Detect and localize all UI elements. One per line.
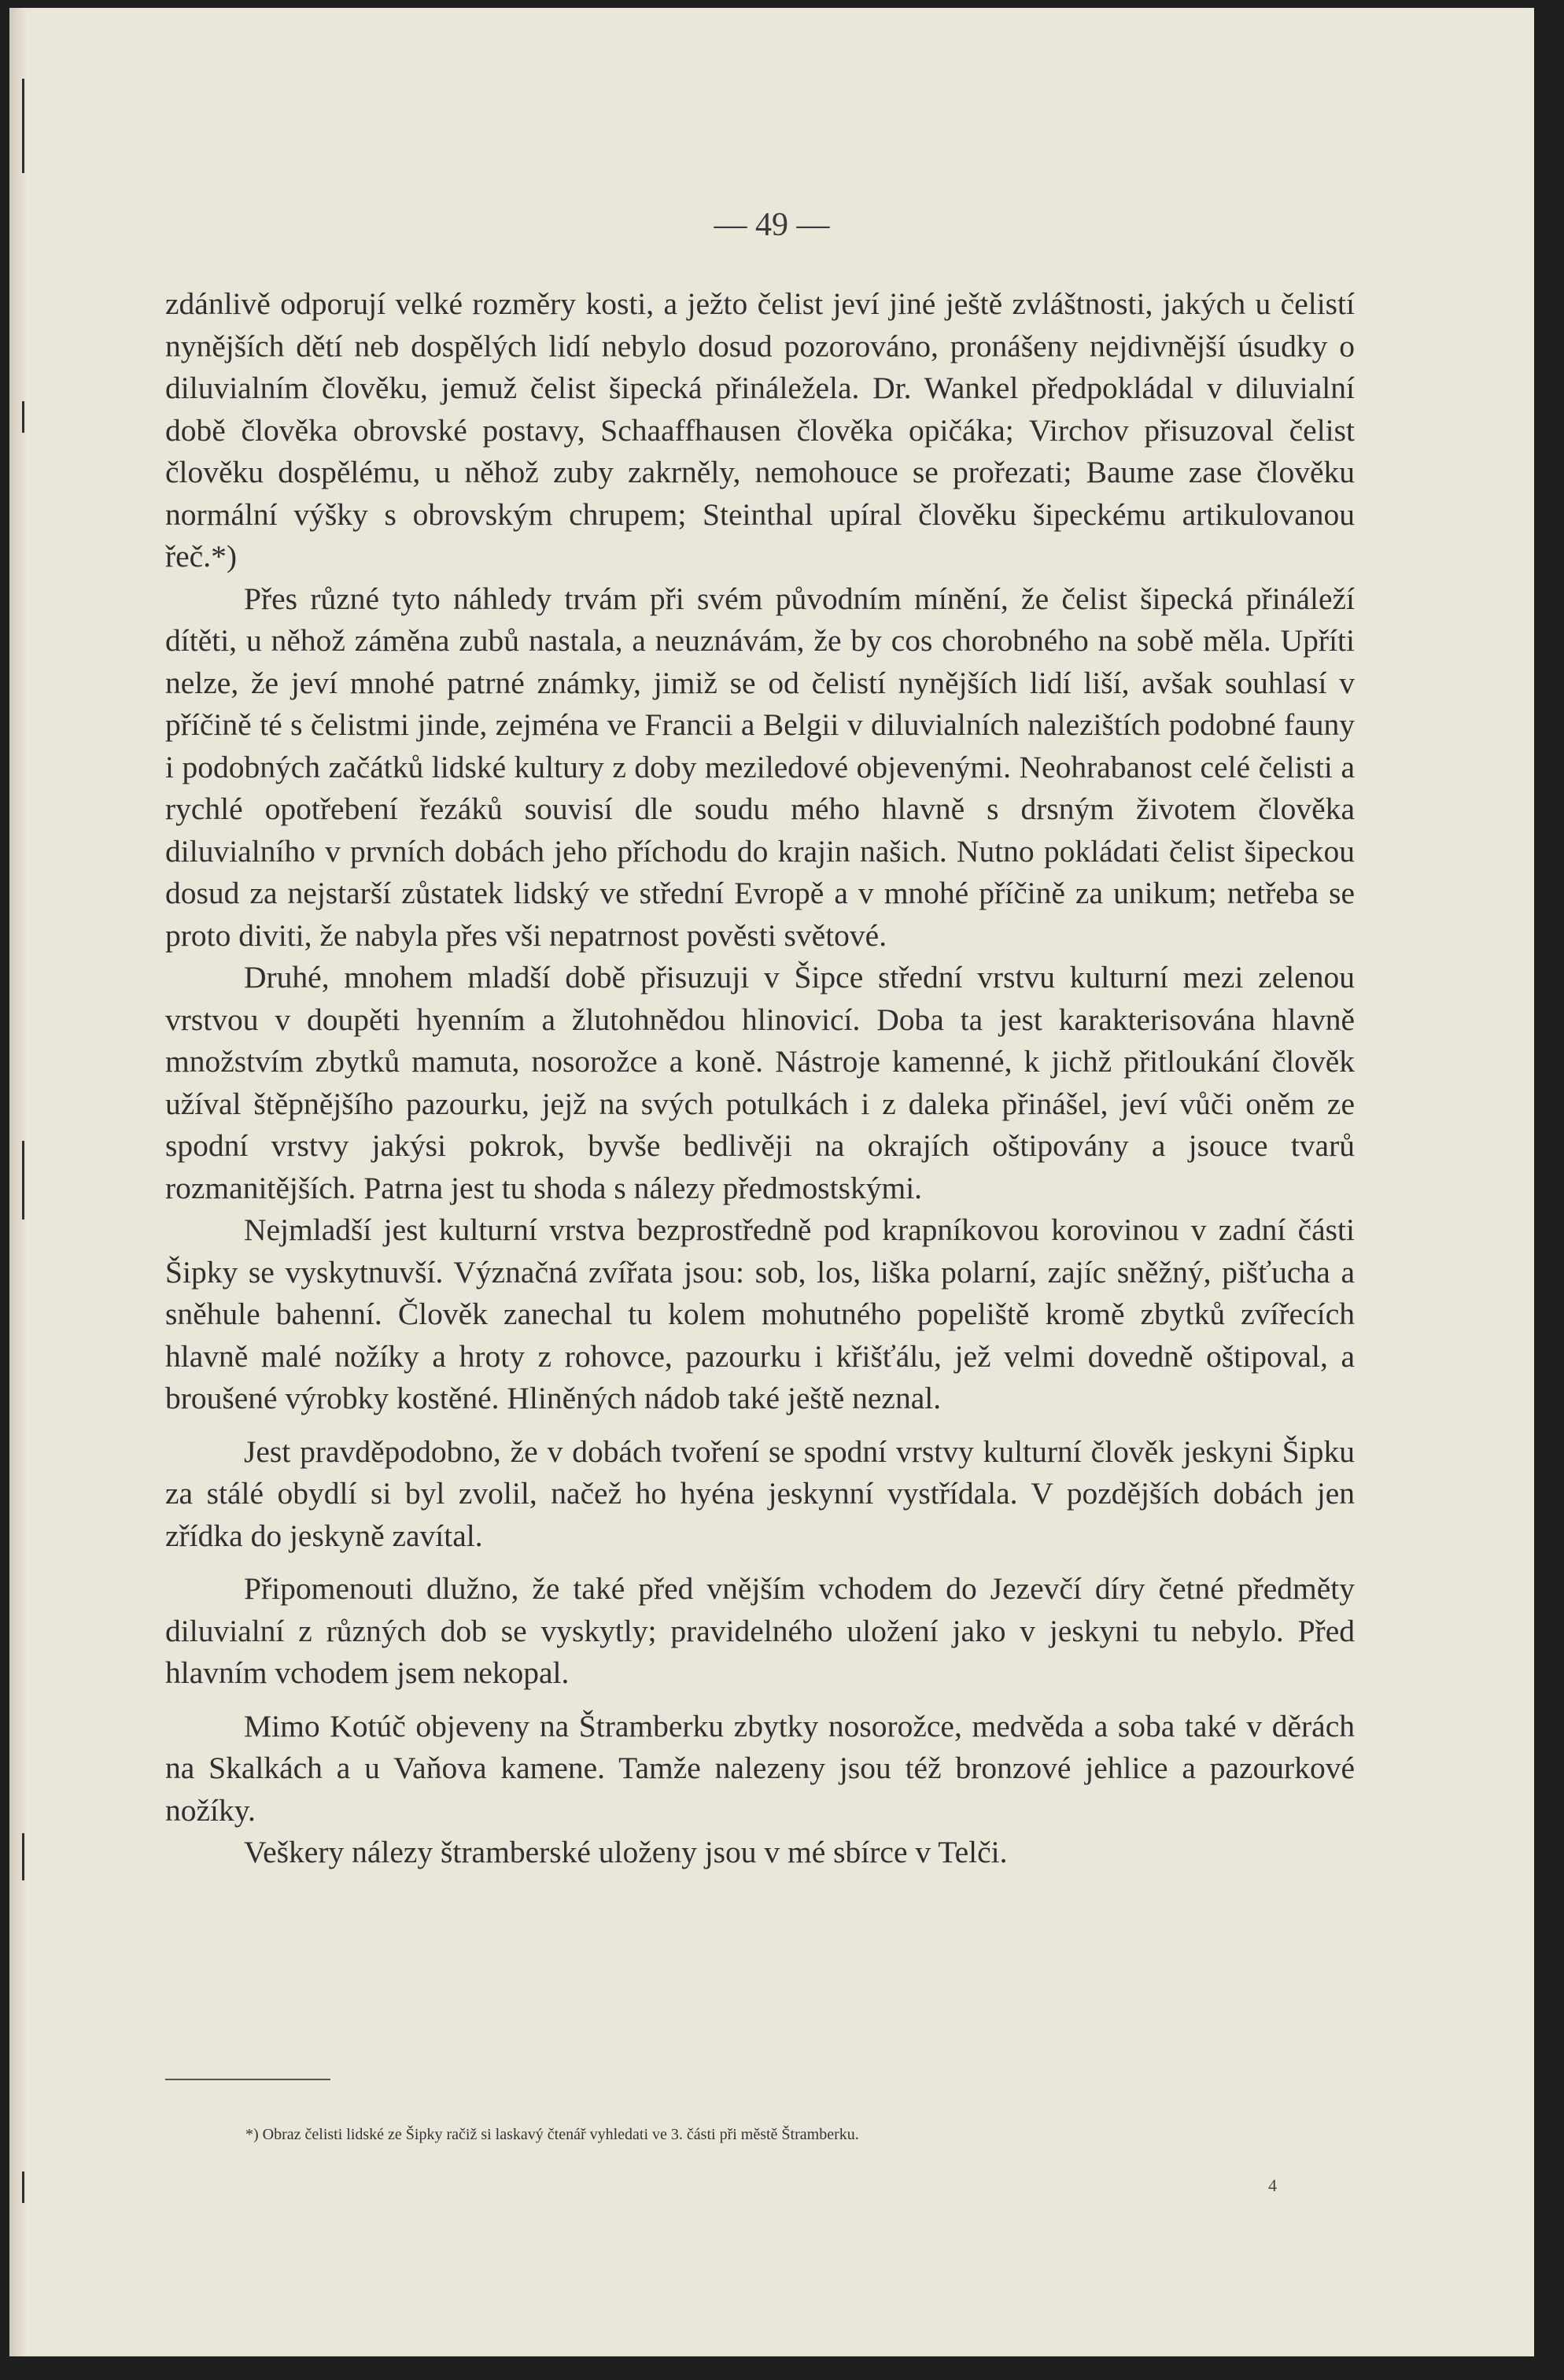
body-text [165, 283, 1355, 1874]
paragraph: Nejmladší jest kulturní vrstva bezprostředně pod krapníkovou korovinou v zadní části Šipky se vyskytnuvší. Význačná zvířata jsou: sob, los, liška polarní, zajíc sněžný, pišťucha a sněhule bahenní. Člověk zanechal tu kolem mohutného popeliště kromě zbytků zvířecích hlavně malé nožíky a hroty z rohovce, pazourku i křišťálu, jež velmi dovedně oštipoval, a broušené výrobky kostěné. Hliněných nádob také ještě neznal. [165, 1212, 1355, 1415]
footnote-rule [165, 2079, 330, 2080]
paragraph: Mimo Kotúč objeveny na Štramberku zbytky nosorožce, medvěda a soba také v děrách na Skalkách a u Vaňova kamene. Tamže nalezeny jsou též bronzové jehlice a pazourkové nožíky. [165, 1708, 1355, 1828]
page-number: — 49 — [714, 207, 830, 243]
margin-mark [22, 1141, 24, 1220]
margin-mark [22, 1833, 24, 1880]
paragraph: Druhé, mnohem mladší době přisuzuji v Šipce střední vrstvu kulturní mezi zelenou vrstvou v doupěti hyenním a žlutohnědou hlinovicí. Doba ta jest karakterisována hlavně množstvím zbytků mamuta, nosorožce a koně. Nástroje kamenné, k jichž přitloukání člověk užíval štěpnějšího pazourku, jejž na svých potulkách i z daleka přinášel, jeví vůči oněm ze spodní vrstvy jakýsi pokrok, byvše bedlivěji na okrajích oštipovány a jsouce tvarů rozmanitějších. Patrna jest tu shoda s nálezy předmostskými. [165, 960, 1355, 1205]
book-page [9, 8, 1534, 2356]
paragraph: Jest pravděpodobno, že v dobách tvoření se spodní vrstvy kulturní člověk jeskyni Šipku za stálé obydlí si byl zvolil, načež ho hyéna jeskynní vystřídala. V pozdějších dobách jen zřídka do jeskyně zavítal. [165, 1434, 1355, 1553]
margin-mark [22, 401, 24, 433]
margin-mark [22, 2172, 24, 2203]
printer-signature: 4 [1268, 2175, 1277, 2195]
paragraph: Přes různé tyto náhledy trvám při svém původním mínění, že čelist šipecká přináleží dítěti, u něhož záměna zubů nastala, a neuznávám, že by cos chorobného na sobě měla. Upříti nelze, že jeví mnohé patrné známky, jimiž se od čelistí nynějších lidí liší, avšak souhlasí v příčině té s čelistmi jinde, zejména ve Francii a Belgii v diluvialních nalezištích podobné fauny i podobných začátků lidské kultury z doby meziledové objevenými. Neohrabanost celé čelisti a rychlé opotřebení řezáků souvisí dle soudu mého hlavně s drsným životem člověka diluvialního v prvních dobách jeho příchodu do krajin našich. Nutno pokládati čelist šipeckou dosud za nejstarší zůstatek lidský ve střední Evropě a v mnohé příčině za unikum; netřeba se proto diviti, že nabyla přes vši nepatrnost pověsti světové. [165, 581, 1355, 953]
paragraph: Připomenouti dlužno, že také před vnějším vchodem do Jezevčí díry četné předměty diluvialní z různých dob se vyskytly; pravidelného uložení jako v jeskyni tu nebylo. Před hlavním vchodem jsem nekopal. [165, 1571, 1355, 1690]
footnote: *) Obraz čelisti lidské ze Šipky račiž si laskavý čtenář vyhledati ve 3. části při městě Štramberku. [245, 2126, 859, 2143]
paragraph: zdánlivě odporují velké rozměry kosti, a ježto čelist jeví jiné ještě zvláštnosti, jakých u čelistí nynějších dětí neb dospělých lidí nebylo dosud pozorováno, pronášeny nejdivnější úsudky o diluvialním člověku, jemuž čelist šipecká přináležela. Dr. Wankel předpokládal v diluvialní době člověka obrovské postavy, Schaaffhausen člověka opičáka; Virchov přisuzoval čelist člověku dospělému, u něhož zuby zakrněly, nemohouce se prořezati; Baume zase člověku normální výšky s obrovským chrupem; Steinthal upíral člověku šipeckému artikulovanou řeč.*) [165, 286, 1355, 574]
paragraph: Veškery nálezy štramberské uloženy jsou v mé sbírce v Telči. [244, 1835, 1008, 1869]
margin-mark [22, 79, 24, 173]
